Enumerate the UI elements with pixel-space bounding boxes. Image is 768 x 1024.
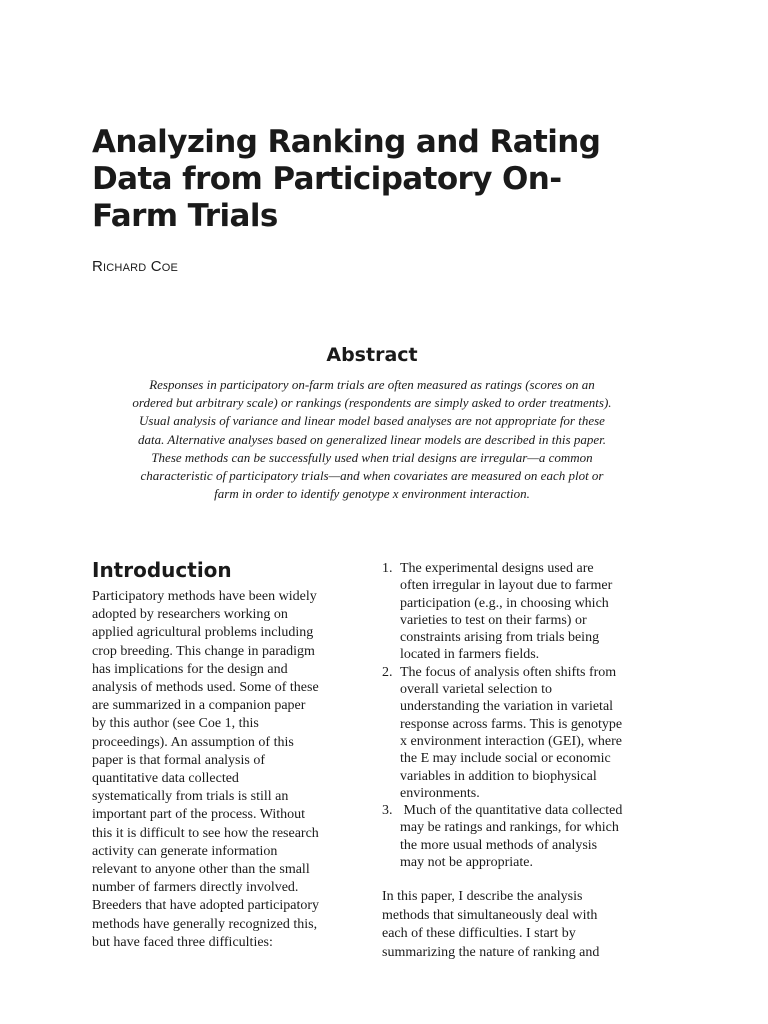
list-item-line: The experimental designs used are xyxy=(400,561,594,576)
body-line: applied agricultural problems including xyxy=(92,625,314,641)
abstract-body xyxy=(110,376,634,503)
list-item-line: Much of the quantitative data collected xyxy=(400,803,623,819)
abstract-line: Responses in participatory on-farm trials are often measured as ratings (scores on an xyxy=(149,377,595,392)
body-line: quantitative data collected xyxy=(92,771,239,787)
body-line: has implications for the design and xyxy=(92,661,288,677)
difficulty-list-item xyxy=(382,560,672,664)
body-line: adopted by researchers working on xyxy=(92,607,288,623)
list-item-line: the more usual methods of analysis xyxy=(400,837,598,853)
body-line: summarizing the nature of ranking and xyxy=(382,944,600,960)
body-line: methods have generally recognized this, xyxy=(92,916,318,932)
list-item-line: environments. xyxy=(400,785,480,801)
body-line: methods that simultaneously deal with xyxy=(382,907,598,923)
list-item-line: participation (e.g., in choosing which xyxy=(400,595,609,611)
list-item-number: 1. xyxy=(382,561,393,576)
list-item-line: overall varietal selection to xyxy=(400,682,552,698)
title-line: Analyzing Ranking and Rating xyxy=(92,124,601,160)
abstract-line: These methods can be successfully used when trial designs are irregular—a common xyxy=(151,449,593,465)
body-line: each of these difficulties. I start by xyxy=(382,926,576,942)
list-item-line: the E may include social or economic xyxy=(400,751,611,767)
body-line: In this paper, I describe the analysis xyxy=(382,889,583,905)
abstract-heading: Abstract xyxy=(326,344,418,366)
list-item-number: 3. xyxy=(382,803,393,819)
list-item-line: understanding the variation in varietal xyxy=(400,699,614,715)
list-item-line: x environment interaction (GEI), where xyxy=(400,733,622,749)
introduction-heading: Introduction xyxy=(92,558,232,582)
title-line: Data from Participatory On- xyxy=(92,161,562,197)
body-line: relevant to anyone other than the small xyxy=(92,862,310,878)
body-line: this it is difficult to see how the research xyxy=(92,825,319,841)
list-item-line: constraints arising from trials being xyxy=(400,630,600,646)
body-line: are summarized in a companion paper xyxy=(92,698,306,714)
list-item-line: may be ratings and rankings, for which xyxy=(400,820,619,836)
title-line: Farm Trials xyxy=(92,198,278,234)
list-item-number: 2. xyxy=(382,664,393,680)
body-line: but have faced three difficulties: xyxy=(92,934,273,950)
body-line: crop breeding. This change in paradigm xyxy=(92,643,315,659)
introduction-right-column xyxy=(382,560,672,962)
body-line: number of farmers directly involved. xyxy=(92,880,299,896)
list-item-line: variables in addition to biophysical xyxy=(400,768,597,784)
difficulty-list-item xyxy=(382,802,672,871)
abstract-line: farm in order to identify genotype x environment interaction. xyxy=(214,486,530,502)
paper-title xyxy=(92,124,612,235)
list-item-line: may not be appropriate. xyxy=(400,855,533,871)
list-item-line: located in farmers fields. xyxy=(400,647,540,663)
body-line: Breeders that have adopted participatory xyxy=(92,898,320,914)
body-line: proceedings). An assumption of this xyxy=(92,734,294,750)
body-line: by this author (see Coe 1, this xyxy=(92,716,259,732)
body-line: activity can generate information xyxy=(92,843,278,859)
difficulty-list-item xyxy=(382,664,672,802)
body-line: Participatory methods have been widely xyxy=(92,589,317,604)
list-item-line: response across farms. This is genotype xyxy=(400,716,623,732)
list-item-line: The focus of analysis often shifts from xyxy=(400,664,617,680)
list-item-line: often irregular in layout due to farmer xyxy=(400,578,613,594)
author-name: Richard Coe xyxy=(92,258,179,275)
abstract-line: data. Alternative analyses based on generalized linear models are described in this paper. xyxy=(138,431,606,447)
abstract-line: characteristic of participatory trials—and when covariates are measured on each plot or xyxy=(140,468,604,484)
abstract-line: Usual analysis of variance and linear model based analyses are not appropriate for these xyxy=(139,413,605,429)
list-item-line: varieties to test on their farms) or xyxy=(400,612,587,628)
introduction-left-column xyxy=(92,588,364,952)
introduction-right-paragraph xyxy=(382,888,672,962)
abstract-line: ordered but arbitrary scale) or rankings (respondents are simply asked to order treatments). xyxy=(132,395,612,411)
body-line: paper is that formal analysis of xyxy=(92,752,266,768)
body-line: systematically from trials is still an xyxy=(92,789,289,805)
body-line: important part of the process. Without xyxy=(92,807,306,823)
body-line: analysis of methods used. Some of these xyxy=(92,680,319,696)
